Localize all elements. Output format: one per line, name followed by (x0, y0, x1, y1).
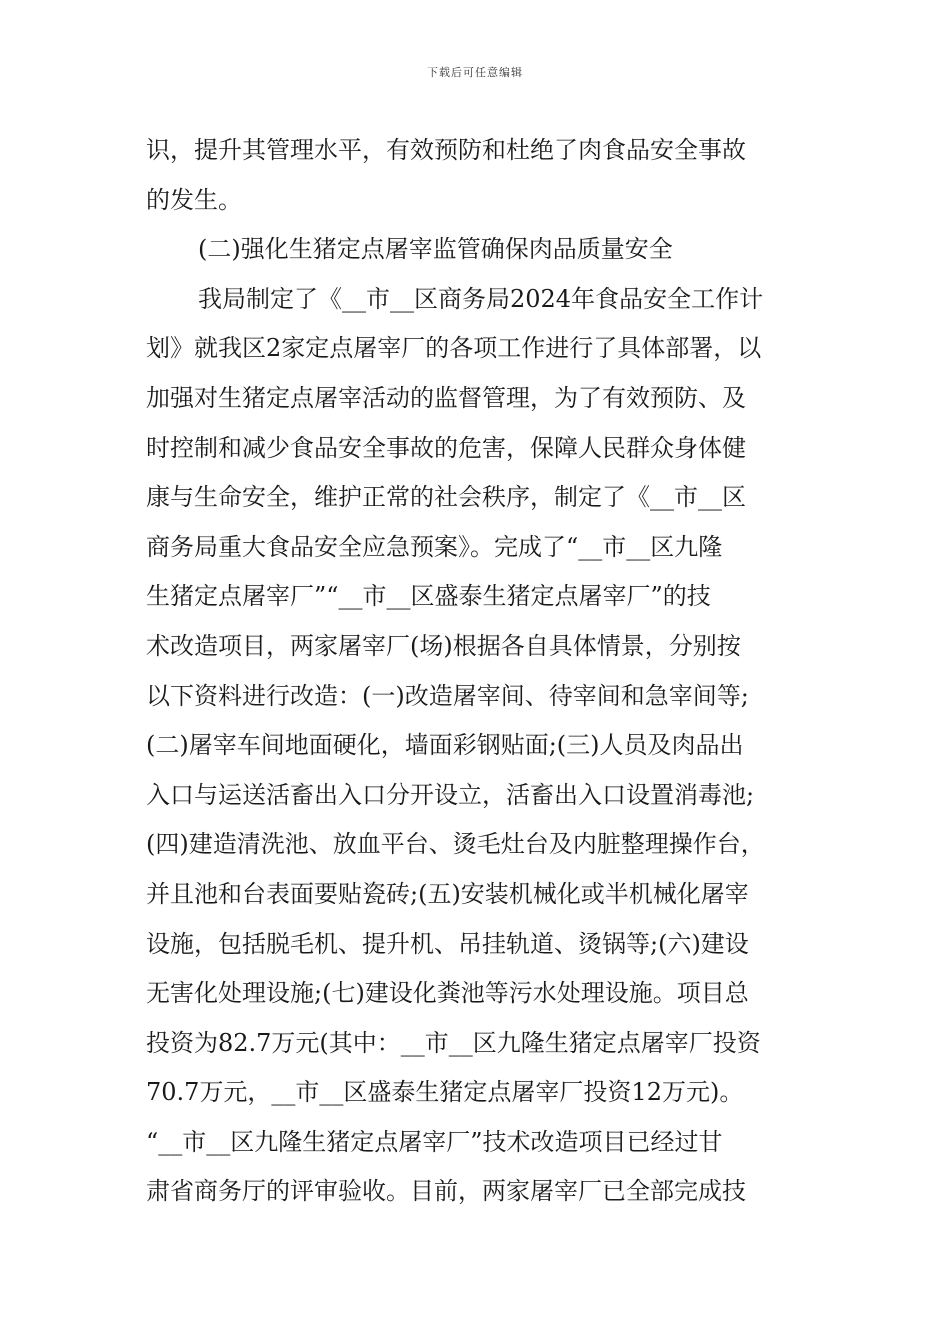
text-line: (二)屠宰车间地面硬化，墙面彩钢贴面;(三)人员及肉品出 (146, 731, 744, 760)
text-line: 生猪定点屠宰厂”“__市__区盛泰生猪定点屠宰厂”的技 (146, 582, 711, 611)
paragraph-start: 我局制定了《__市__区商务局2024年食品安全工作计 (198, 284, 764, 313)
text-line: 术改造项目，两家屠宰厂(场)根据各自具体情景，分别按 (146, 631, 741, 660)
text-line: 时控制和减少食品安全事故的危害，保障人民群众身体健 (146, 433, 746, 462)
text-line: 康与生命安全，维护正常的社会秩序，制定了《__市__区 (146, 483, 746, 512)
text-line: 投资为82.7万元(其中：__市__区九隆生猪定点屠宰厂投资 (146, 1028, 761, 1057)
text-line: 加强对生猪定点屠宰活动的监督管理，为了有效预防、及 (146, 383, 746, 412)
text-line: 并且池和台表面要贴瓷砖;(五)安装机械化或半机械化屠宰 (146, 879, 749, 908)
text-line: “__市__区九隆生猪定点屠宰厂”技术改造项目已经过甘 (146, 1127, 723, 1156)
text-line: 划》就我区2家定点屠宰厂的各项工作进行了具体部署，以 (146, 334, 762, 363)
text-line: 无害化处理设施;(七)建设化粪池等污水处理设施。项目总 (146, 979, 749, 1008)
text-line: 入口与运送活畜出入口分开设立，活畜出入口设置消毒池; (146, 780, 755, 809)
text-line: 识，提升其管理水平，有效预防和杜绝了肉食品安全事故 (146, 136, 746, 164)
text-line: 的发生。 (146, 185, 242, 214)
text-line: 商务局重大食品安全应急预案》。完成了“__市__区九隆 (146, 532, 723, 561)
text-line: 70.7万元，__市__区盛泰生猪定点屠宰厂投资12万元)。 (146, 1078, 744, 1107)
document-body (146, 126, 826, 1217)
text-line: 设施，包括脱毛机、提升机、吊挂轨道、烫锅等;(六)建设 (146, 929, 749, 958)
text-line: 以下资料进行改造：(一)改造屠宰间、待宰间和急宰间等; (146, 681, 749, 710)
section-heading: (二)强化生猪定点屠宰监管确保肉品质量安全 (198, 235, 673, 264)
text-line: 肃省商务厅的评审验收。目前，两家屠宰厂已全部完成技 (146, 1177, 746, 1206)
page-header: 下载后可任意编辑 (427, 66, 523, 79)
text-line: (四)建造清洗池、放血平台、烫毛灶台及内脏整理操作台， (146, 830, 765, 859)
